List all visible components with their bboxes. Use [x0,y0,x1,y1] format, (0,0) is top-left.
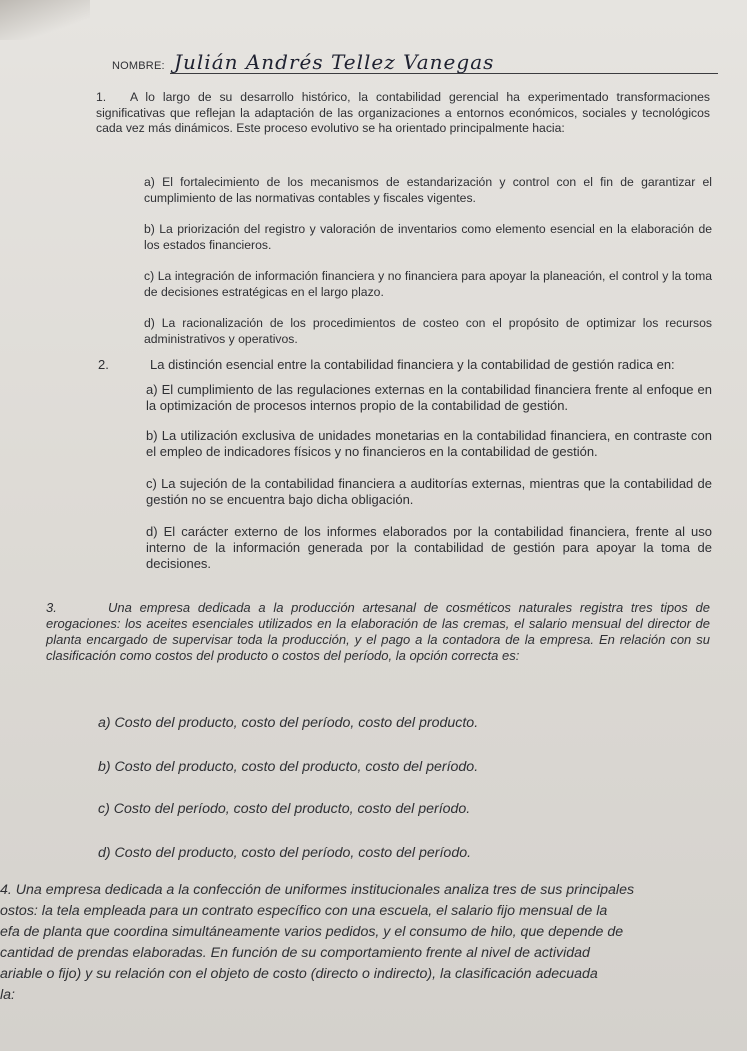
q2-option-d: d) El carácter externo de los informes elaborados por la contabilidad financiera, frente al uso interno de la información generada por la contabilidad de gestión para apoyar la toma de decisiones. [146,524,712,571]
q3-option-b: b) Costo del producto, costo del producto, costo del período. [98,759,479,775]
question-stem: A lo largo de su desarrollo histórico, la contabilidad gerencial ha experimentado transformaciones significativas que reflejan la adaptación de las organizaciones a entornos económicos, sociales y tecnológicos cada vez más dinámicos. Este proceso evolutivo se ha orientado principalmente hacia: [96,90,710,135]
question-3 [46,600,710,664]
q3-option-c: c) Costo del período, costo del producto, costo del período. [98,801,471,817]
question-number: 3. [46,600,57,615]
name-row [112,52,612,82]
question-stem: La distinción esencial entre la contabilidad financiera y la contabilidad de gestión radica en: [150,357,675,372]
q4-line: ariable o fijo) y su relación con el objeto de costo (directo o indirecto), la clasificación adecuada [0,966,598,982]
q4-line: ostos: la tela empleada para un contrato específico con una escuela, el salario fijo mensual de la [0,903,608,919]
q2-option-a: a) El cumplimiento de las regulaciones externas en la contabilidad financiera frente al enfoque en la optimización de procesos internos propio de la contabilidad de gestión. [146,382,712,413]
q4-line: cantidad de prendas elaboradas. En función de su comportamiento frente al nivel de actividad [0,945,590,961]
q4-line: 4. Una empresa dedicada a la confección de uniformes institucionales analiza tres de sus principales [0,882,635,898]
question-stem: Una empresa dedicada a la producción artesanal de cosméticos naturales registra tres tipos de erogaciones: los aceites esenciales utilizados en la elaboración de las cremas, el salario mensual del director de planta encargado de supervisar toda la producción, y el pago a la contadora de la empresa. En relación con su clasificación como costos del producto o costos del período, la opción correcta es: [46,600,710,663]
question-number: 2. [98,357,109,372]
q4-line: efa de planta que coordina simultáneamente varios pedidos, y el consumo de hilo, que depende de [0,924,624,940]
q2-option-c: c) La sujeción de la contabilidad financiera a auditorías externas, mientras que la contabilidad de gestión no se encuentra bajo dicha obligación. [146,476,712,507]
q1-option-d: d) La racionalización de los procedimientos de costeo con el propósito de optimizar los recursos administrativos y operativos. [144,316,712,346]
q4-line: la: [0,987,15,1003]
q3-option-d: d) Costo del producto, costo del período, costo del período. [98,845,472,861]
q3-option-a: a) Costo del producto, costo del período, costo del producto. [98,715,479,731]
q1-option-b: b) La priorización del registro y valoración de inventarios como elemento esencial en la elaboración de los estados financieros. [144,222,712,252]
name-label: NOMBRE: [112,60,165,72]
question-2 [98,357,712,373]
question-number: 1. [96,90,107,104]
q1-option-a: a) El fortalecimiento de los mecanismos de estandarización y control con el fin de garantizar el cumplimiento de las normativas contables y fiscales vigentes. [144,175,712,205]
q2-option-b: b) La utilización exclusiva de unidades monetarias en la contabilidad financiera, en contraste con el empleo de indicadores físicos y no financieros en la contabilidad de gestión. [146,428,712,459]
handwritten-name: Julián Andrés Tellez Vanegas [174,50,495,74]
question-1 [96,90,710,137]
q1-option-c: c) La integración de información financiera y no financiera para apoyar la planeación, el control y la toma de decisiones estratégicas en el largo plazo. [144,269,712,299]
paper-shadow [0,0,90,40]
question-4 [0,880,740,1006]
